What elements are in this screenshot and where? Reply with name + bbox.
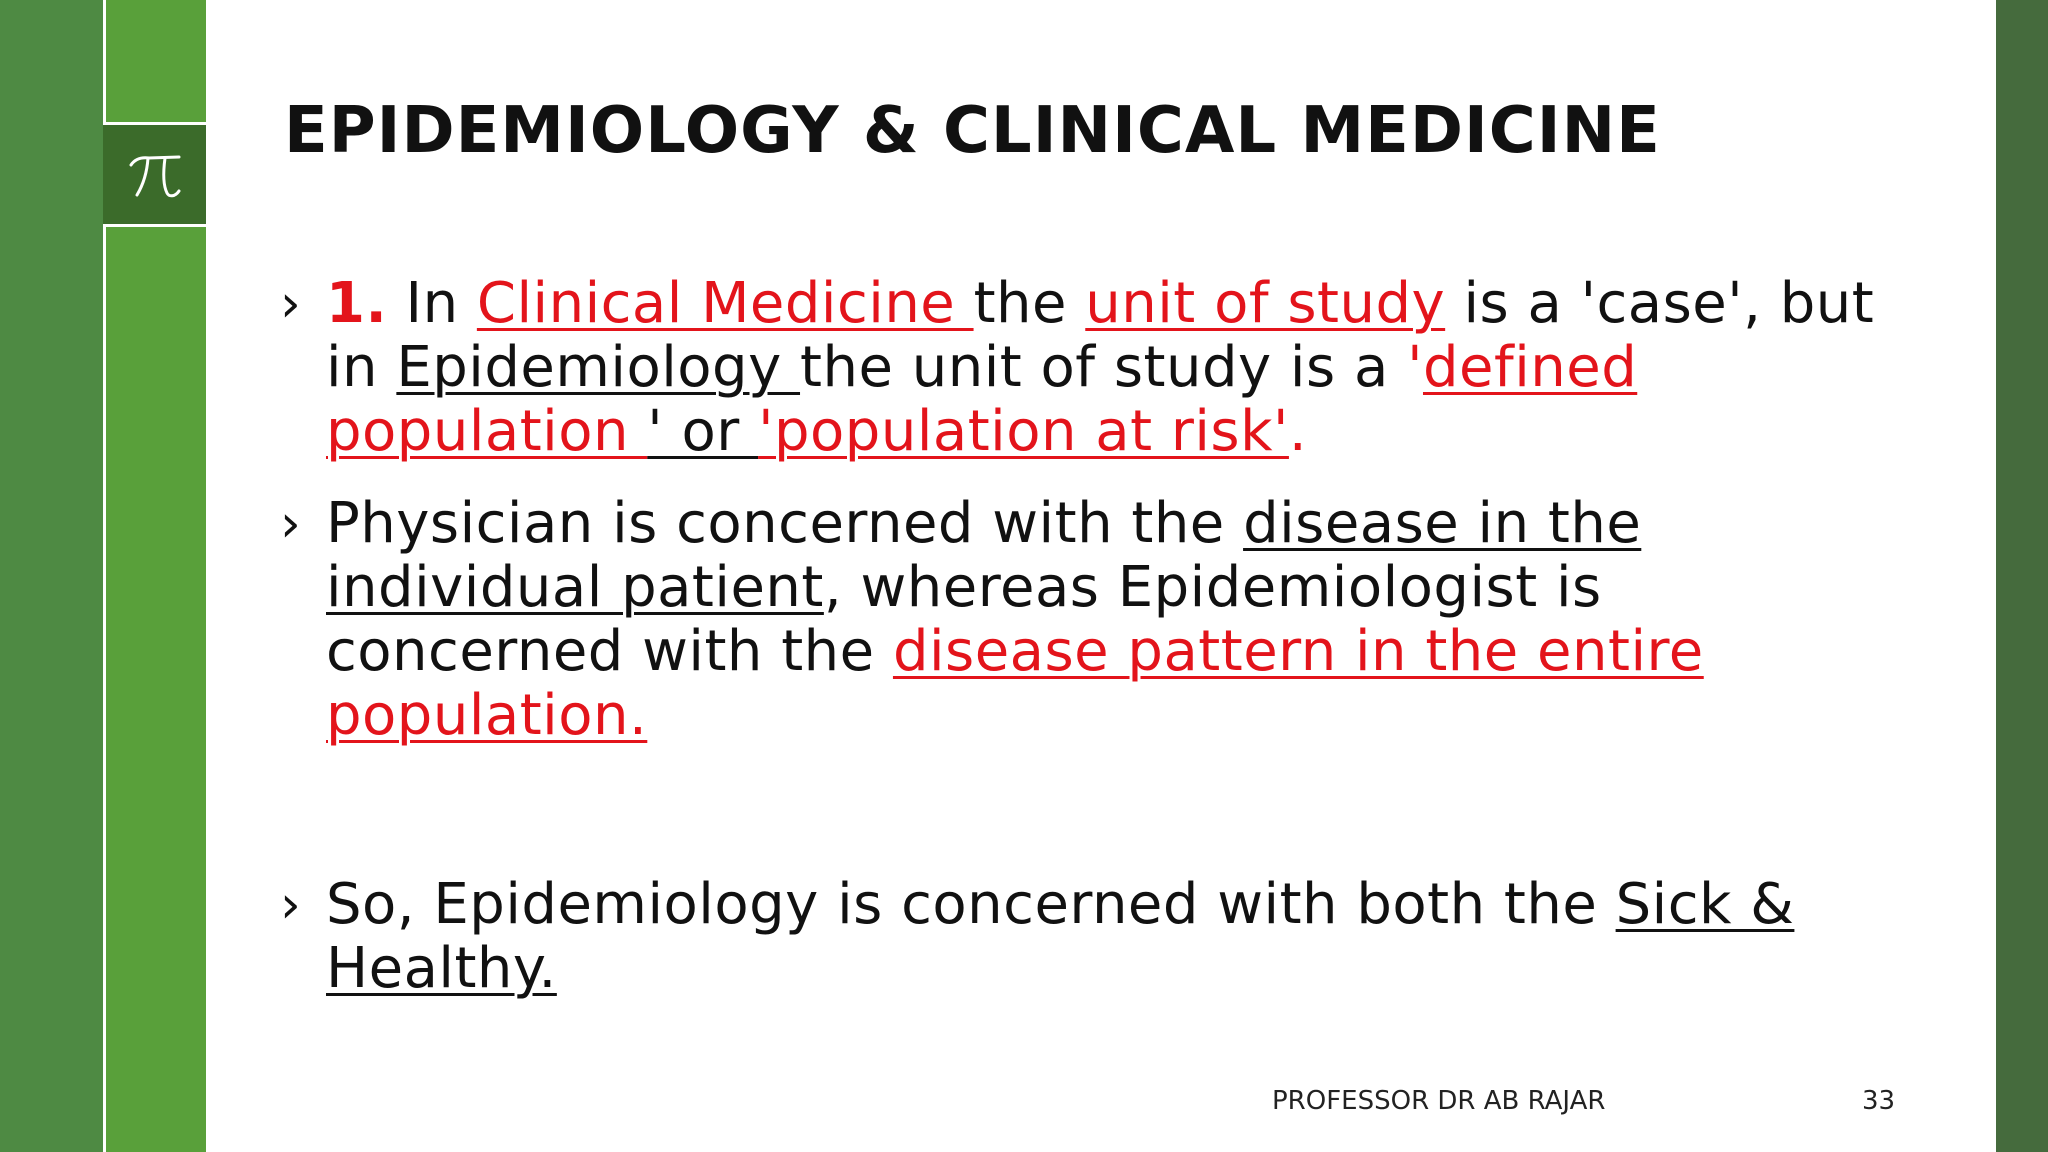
- term-unit-of-study: unit of study: [1085, 271, 1446, 336]
- text-or: ' or: [647, 399, 759, 464]
- term-disease-pattern: disease pattern in the entire population.: [326, 619, 1704, 748]
- bullet-number: 1.: [326, 271, 388, 336]
- term-sick-healthy: Sick & Healthy.: [326, 872, 1795, 1001]
- left-sidebar-dark: [0, 0, 103, 1152]
- term-disease-individual: disease in the individual patient: [326, 491, 1642, 620]
- term-clinical-medicine: Clinical Medicine: [476, 271, 974, 336]
- bullet-chevron-icon: ›: [280, 494, 302, 554]
- term-defined-population: defined population: [326, 335, 1638, 464]
- slide-title: EPIDEMIOLOGY & CLINICAL MEDICINE: [284, 94, 1661, 168]
- text: the unit of study is a: [800, 335, 1408, 400]
- text: the: [973, 271, 1086, 336]
- term-population-at-risk: 'population at risk': [758, 399, 1289, 464]
- text: So, Epidemiology is concerned with both the: [326, 872, 1616, 937]
- right-sidebar: [1996, 0, 2048, 1152]
- bullet-item-sick-healthy: [280, 873, 1900, 1001]
- page-number: 33: [1862, 1086, 1896, 1116]
- bullet-item-clinical-vs-epi: [280, 272, 1900, 464]
- logo-box: [103, 122, 206, 227]
- quote-mark: ': [1407, 335, 1423, 400]
- bullet-item-physician: [280, 492, 1900, 748]
- bullet-chevron-icon: ›: [280, 875, 302, 935]
- period: .: [1288, 399, 1308, 464]
- footer-author: PROFESSOR DR AB RAJAR: [1272, 1086, 1606, 1116]
- text: is a 'case', but in: [326, 271, 1875, 400]
- bullet-list: [280, 272, 1900, 1029]
- text: , whereas Epidemiologist is concerned with the: [326, 555, 1602, 684]
- term-epidemiology: Epidemiology: [396, 335, 801, 400]
- text: Physician is concerned with the: [326, 491, 1244, 556]
- text: In: [387, 271, 477, 336]
- bullet-chevron-icon: ›: [280, 274, 302, 334]
- pi-icon: [123, 143, 187, 207]
